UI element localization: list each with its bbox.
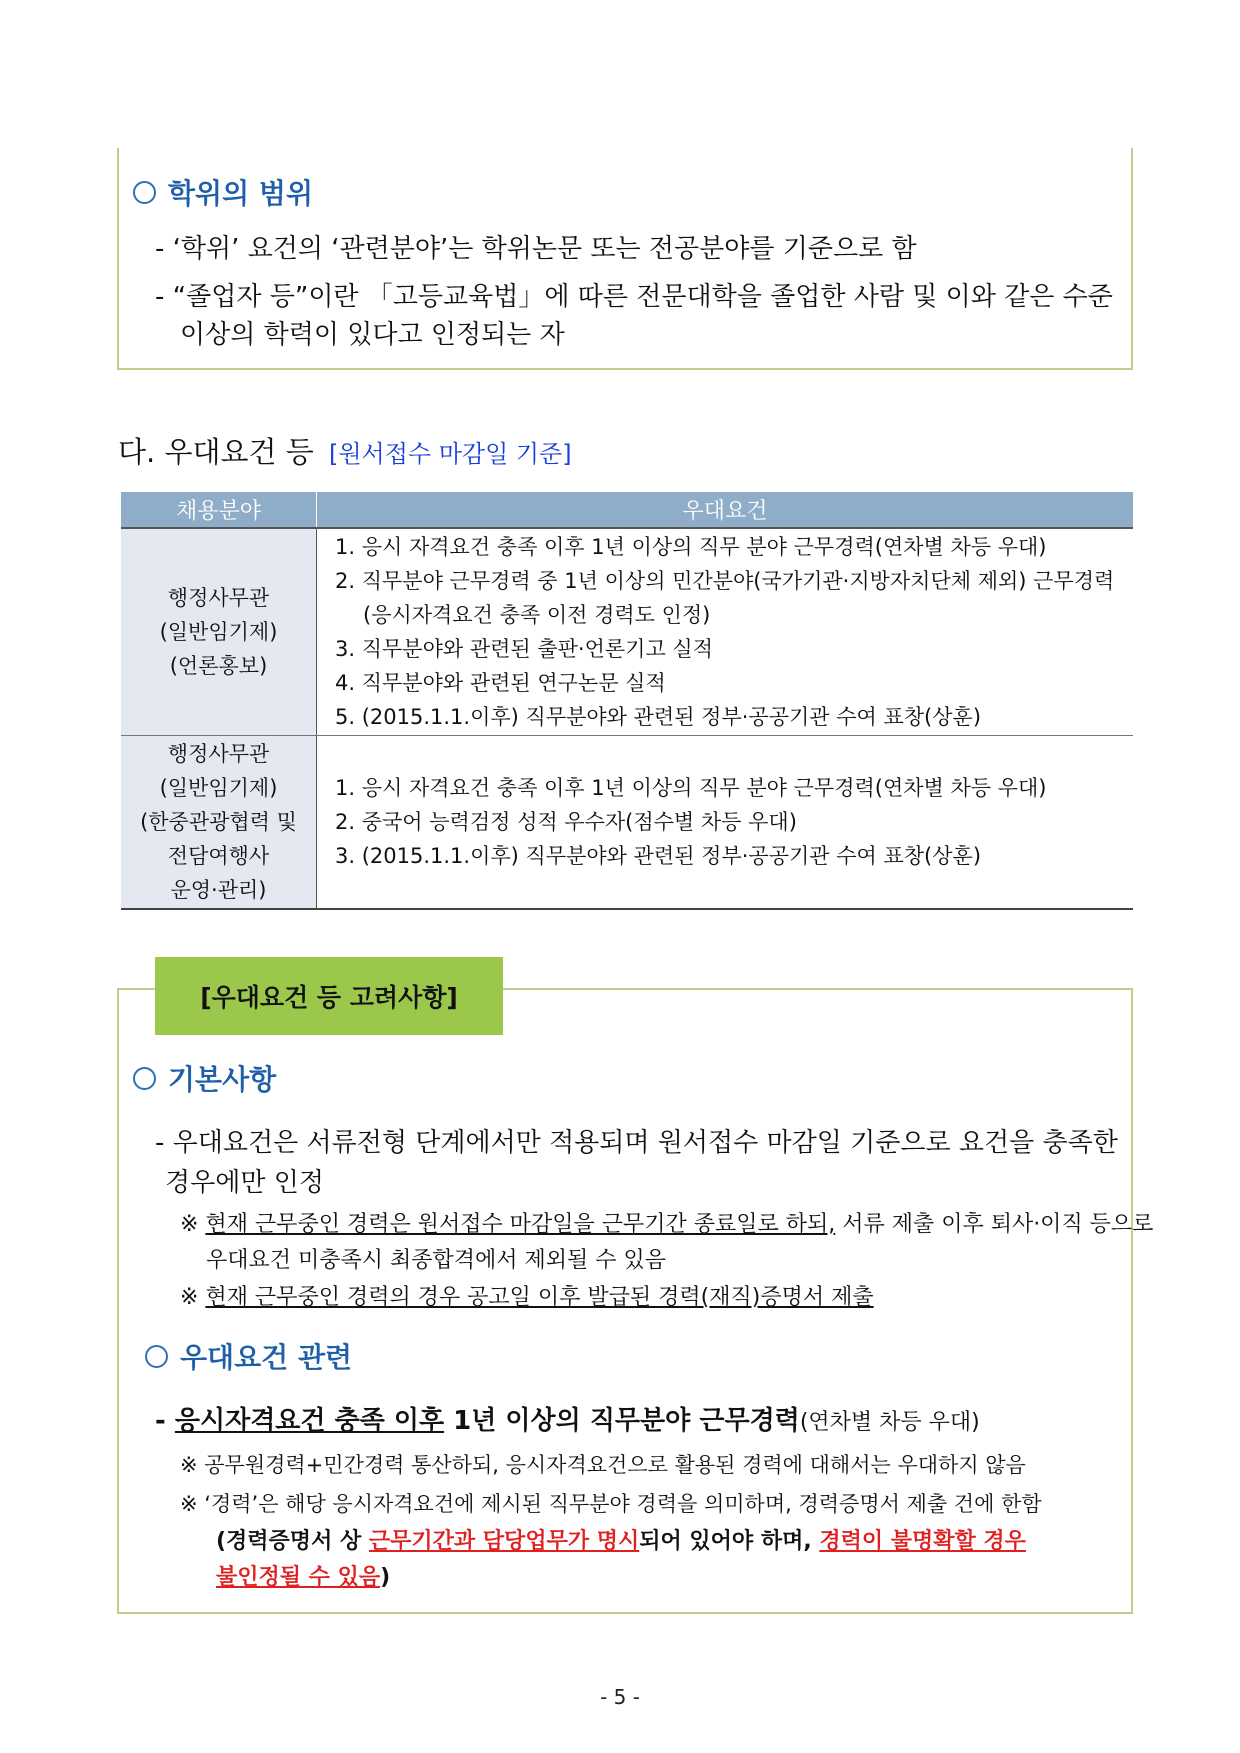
related-item: - 응시자격요건 충족 이후 1년 이상의 직무분야 근무경력(연차별 차등 우대) [155, 1406, 980, 1436]
condition-item: 1. 응시 자격요건 충족 이후 1년 이상의 직무 분야 근무경력(연차별 차등 우대) [335, 776, 1047, 800]
considerations-tag: [우대요건 등 고려사항] [155, 957, 503, 1035]
circle-bullet-icon [145, 1345, 168, 1368]
page-number: - 5 - [600, 1685, 640, 1709]
condition-item: 3. 직무분야와 관련된 출판·언론기고 실적 [335, 637, 713, 661]
related-note-2: ※ ‘경력’은 해당 응시자격요건에 제시된 직무분야 경력을 의미하며, 경력증명서 제출 건에 한함 [180, 1492, 1042, 1516]
circle-bullet-icon [133, 181, 156, 204]
condition-item-cont: (응시자격요건 충족 이전 경력도 인정) [363, 603, 711, 627]
section-heading-text: 다. 우대요건 등 [118, 435, 314, 469]
basic-line-1: - 우대요건은 서류전형 단계에서만 적용되며 원서접수 마감일 기준으로 요건을 충족한 [155, 1128, 1118, 1158]
basic-note-1-cont: 우대요건 미충족시 최종합격에서 제외될 수 있음 [206, 1248, 667, 1273]
criteria-note: [원서접수 마감일 기준] [328, 440, 572, 468]
field-cell: 행정사무관 (일반임기제) (한중관광협력 및 전담여행사 운영·관리) [121, 736, 317, 910]
degree-bullet-1: - ‘학위’ 요건의 ‘관련분야’는 학위논문 또는 전공분야를 기준으로 함 [155, 234, 917, 264]
related-note-1: ※ 공무원경력+민간경력 통산하되, 응시자격요건으로 활용된 경력에 대해서는 우대하지 않음 [180, 1453, 1026, 1477]
condition-item: 3. (2015.1.1.이후) 직무분야와 관련된 정부·공공기관 수여 표창(상훈) [335, 844, 982, 868]
degree-bullet-2-cont: 이상의 학력이 있다고 인정되는 자 [180, 320, 565, 350]
degree-scope-title: 학위의 범위 [133, 172, 313, 212]
degree-bullet-2: - “졸업자 등”이란 「고등교육법」에 따른 전문대학을 졸업한 사람 및 이와 같은 수준 [155, 282, 1113, 312]
condition-item: 2. 직무분야 근무경력 중 1년 이상의 민간분야(국가기관·지방자치단체 제외) 근무경력 [335, 569, 1115, 593]
circle-bullet-icon [133, 1067, 156, 1090]
conditions-cell [317, 736, 1134, 910]
basic-line-2: 경우에만 인정 [165, 1168, 324, 1198]
related-title: 우대요건 관련 [145, 1336, 352, 1376]
related-note-3: (경력증명서 상 근무기간과 담당업무가 명시되어 있어야 하며, 경력이 불명확할 경우 [216, 1529, 1026, 1554]
preference-section-heading [118, 430, 572, 471]
basic-note-1: ※ 현재 근무중인 경력은 원서접수 마감일을 근무기간 종료일로 하되, 서류 제출 이후 퇴사·이직 등으로 [180, 1212, 1154, 1237]
condition-item: 4. 직무분야와 관련된 연구논문 실적 [335, 671, 666, 695]
header-field: 채용분야 [121, 492, 317, 528]
basic-note-2: ※ 현재 근무중인 경력의 경우 공고일 이후 발급된 경력(재직)증명서 제출 [180, 1285, 874, 1310]
condition-item: 2. 중국어 능력검정 성적 우수자(점수별 차등 우대) [335, 810, 797, 834]
basic-title: 기본사항 [133, 1058, 276, 1098]
related-note-3-cont: 불인정될 수 있음) [216, 1565, 391, 1590]
table-row [121, 528, 1133, 736]
table-row [121, 736, 1133, 910]
header-conditions: 우대요건 [317, 492, 1134, 528]
field-cell: 행정사무관 (일반임기제) (언론홍보) [121, 528, 317, 736]
preference-table [121, 492, 1133, 910]
condition-item: 5. (2015.1.1.이후) 직무분야와 관련된 정부·공공기관 수여 표창(상훈) [335, 705, 982, 729]
conditions-cell [317, 528, 1134, 736]
condition-item: 1. 응시 자격요건 충족 이후 1년 이상의 직무 분야 근무경력(연차별 차등 우대) [335, 535, 1047, 559]
